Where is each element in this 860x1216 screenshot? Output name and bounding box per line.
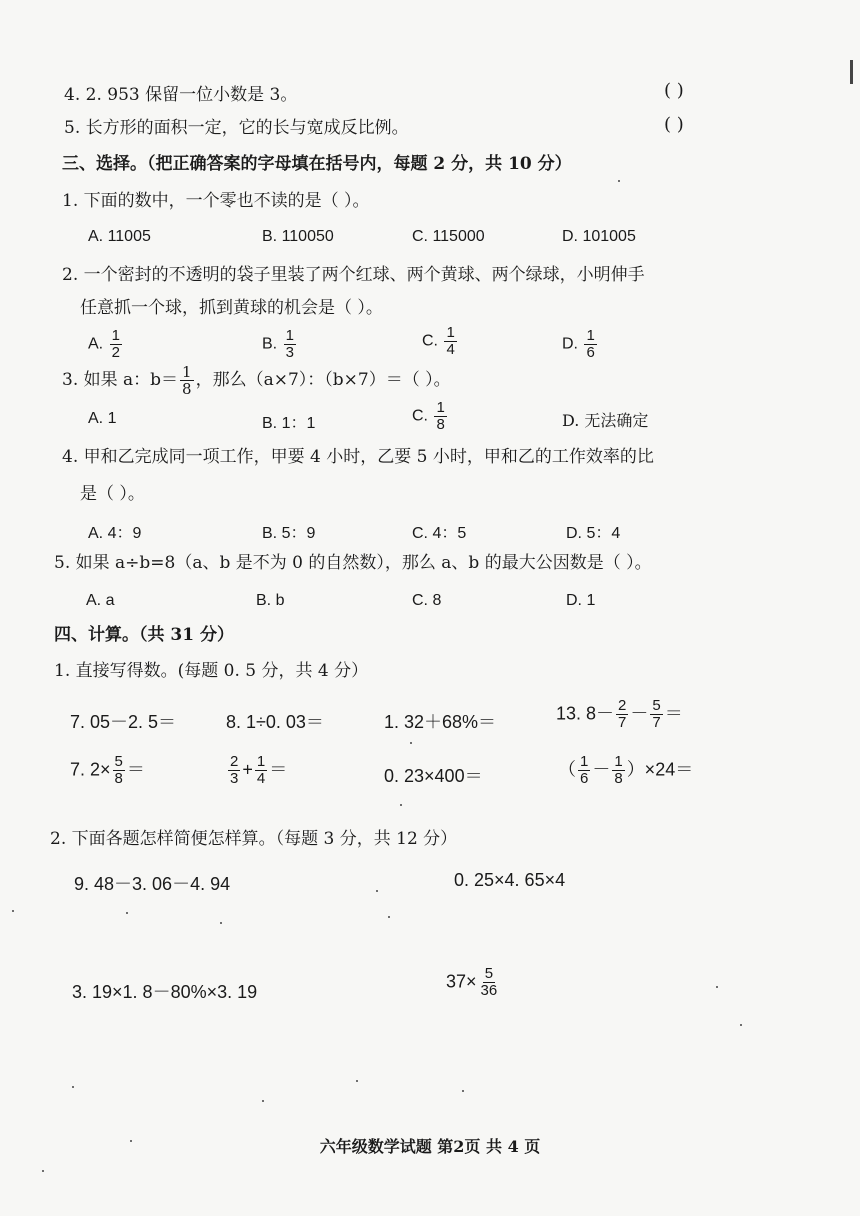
calc-r2-c3: 0. 23×400＝	[384, 766, 483, 786]
fraction: $\frac{1}{6}$	[586, 327, 595, 361]
choice-q5-option-d[interactable]: D. 1	[566, 592, 596, 609]
judge-q5: 5. 长方形的面积一定，它的长与宽成反比例。	[64, 118, 409, 138]
scan-speck	[220, 922, 222, 924]
choice-q1-option-b[interactable]: B. 110050	[262, 228, 334, 245]
calc-simplify-1: 9. 48－3. 06－4. 94	[74, 874, 231, 894]
calc-part1-heading: 1. 直接写得数。(每题 0. 5 分，共 4 分）	[54, 661, 369, 681]
choice-q4-option-b[interactable]: B. 5：9	[262, 525, 316, 542]
scan-speck	[410, 742, 412, 744]
scan-edge-mark	[850, 60, 853, 84]
calc-r2-c1: 7. 2× $\frac{5}{8}$ ＝	[70, 753, 145, 787]
choice-q5-option-c[interactable]: C. 8	[412, 592, 442, 609]
fraction: $\frac{1}{8}$	[614, 753, 623, 787]
choice-q4-stem-line2: 是（ ）。	[80, 484, 145, 504]
option-label: C.	[422, 332, 438, 350]
choice-q2-option-c[interactable]	[422, 325, 459, 358]
calc-r1-c1: 7. 05－2. 5＝	[70, 712, 177, 732]
choice-q1-option-c[interactable]: C. 115000	[412, 228, 485, 245]
calc-simplify-4: 37× $\frac{5}{36}$	[446, 965, 498, 999]
choice-q5-option-a[interactable]: A. a	[86, 592, 115, 609]
calc-r1-c2: 8. 1÷0. 03＝	[226, 712, 324, 732]
scan-speck	[126, 912, 128, 914]
choice-q3-option-d[interactable]: D. 无法确定	[562, 411, 649, 430]
calc-simplify-3: 3. 19×1. 8－80%×3. 19	[72, 982, 258, 1002]
judge-q4: 4. 2. 953 保留一位小数是 3。	[64, 85, 298, 105]
fraction: $\frac{2}{7}$	[618, 697, 627, 731]
choice-q1-option-d[interactable]: D. 101005	[562, 228, 636, 245]
choice-q1-option-a[interactable]: A. 11005	[88, 228, 151, 245]
fraction: $\frac{1}{8}$	[182, 363, 192, 398]
scan-speck	[740, 1024, 742, 1026]
option-label: A.	[88, 335, 104, 353]
choice-q3-option-b[interactable]: B. 1：1	[262, 415, 316, 432]
scan-speck	[262, 1100, 264, 1102]
fraction: $\frac{1}{8}$	[436, 399, 445, 433]
choice-q5-stem: 5. 如果 a÷b=8（a、b 是不为 0 的自然数），那么 a、b 的最大公因数是（ ）。	[54, 553, 652, 573]
scan-speck	[716, 986, 718, 988]
scan-speck	[356, 1080, 358, 1082]
fraction: $\frac{1}{4}$	[256, 753, 266, 787]
choice-q2-option-d[interactable]	[562, 328, 599, 361]
fraction: $\frac{5}{36}$	[480, 965, 498, 999]
fraction: $\frac{1}{6}$	[580, 753, 589, 787]
section-choice-heading: 三、选择。（把正确答案的字母填在括号内，每题 2 分，共 10 分）	[62, 154, 572, 174]
choice-q4-option-c[interactable]: C. 4：5	[412, 525, 467, 542]
judge-q4-answer-blank[interactable]: ( )	[664, 80, 684, 101]
choice-q3-stem: 3. 如果 a：b＝ $\frac{1}{8}$ ，那么（a×7）：（b×7）＝（ ）。	[62, 363, 451, 398]
fraction: $\frac{1}{4}$	[446, 324, 455, 358]
choice-q3-option-c[interactable]	[412, 400, 449, 433]
scan-speck	[400, 804, 402, 806]
calc-part2-heading: 2. 下面各题怎样简便怎样算。（每题 3 分，共 12 分）	[50, 829, 458, 849]
choice-q1-stem: 1. 下面的数中，一个零也不读的是（ ）。	[62, 191, 370, 211]
choice-q4-option-a[interactable]: A. 4：9	[88, 525, 142, 542]
choice-q2-option-b[interactable]	[262, 328, 298, 361]
choice-q2-stem-line1: 2. 一个密封的不透明的袋子里装了两个红球、两个黄球、两个绿球，小明伸手	[62, 265, 645, 285]
option-label: D.	[562, 335, 578, 353]
calc-r1-c4: 13. 8－ $\frac{2}{7}$ － $\frac{5}{7}$ ＝	[556, 697, 683, 731]
fraction: $\frac{1}{2}$	[111, 327, 120, 361]
scan-speck	[42, 1170, 44, 1172]
scan-speck	[618, 180, 620, 182]
fraction: $\frac{1}{3}$	[285, 327, 294, 361]
fraction: $\frac{5}{8}$	[114, 753, 123, 787]
fraction: $\frac{2}{3}$	[230, 753, 239, 787]
section-calc-heading: 四、计算。（共 31 分）	[54, 625, 234, 645]
choice-q3-option-a[interactable]: A. 1	[88, 410, 117, 427]
option-label: B.	[262, 335, 278, 353]
scan-speck	[72, 1086, 74, 1088]
scan-speck	[388, 916, 390, 918]
page-footer: 六年级数学试题 第2页 共 4 页	[319, 1137, 541, 1156]
choice-q5-option-b[interactable]: B. b	[256, 592, 285, 609]
calc-r1-c3: 1. 32＋68%＝	[384, 712, 497, 732]
choice-q4-option-d[interactable]: D. 5：4	[566, 525, 621, 542]
choice-q2-option-a[interactable]	[88, 328, 124, 361]
calc-r2-c4: （ $\frac{1}{6}$ － $\frac{1}{8}$ ）×24＝	[558, 753, 694, 787]
choice-q4-stem-line1: 4. 甲和乙完成同一项工作，甲要 4 小时，乙要 5 小时，甲和乙的工作效率的比	[62, 447, 654, 467]
choice-q2-stem-line2: 任意抓一个球，抓到黄球的机会是（ ）。	[80, 298, 383, 318]
calc-r2-c2: $\frac{2}{3}$ + $\frac{1}{4}$ ＝	[230, 753, 288, 787]
judge-q5-answer-blank[interactable]: ( )	[664, 114, 684, 135]
scan-speck	[12, 910, 14, 912]
calc-simplify-2: 0. 25×4. 65×4	[454, 870, 566, 890]
scan-speck	[462, 1090, 464, 1092]
fraction: $\frac{5}{7}$	[652, 697, 661, 731]
option-label: C.	[412, 407, 428, 425]
scan-speck	[376, 890, 378, 892]
